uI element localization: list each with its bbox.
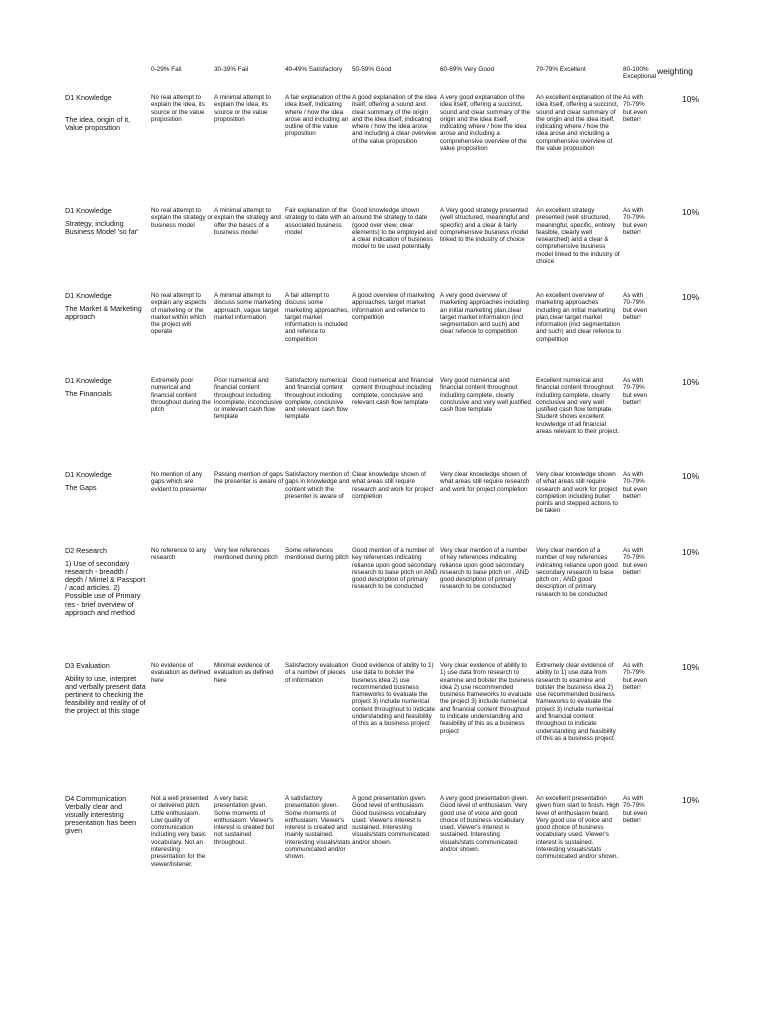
weighting-value: 10% bbox=[682, 377, 700, 387]
criterion-title: D2 Research bbox=[65, 546, 107, 555]
criterion-description: Strategy, including Business Model 'so far' bbox=[65, 219, 139, 237]
criterion-title: D3 Evaluation bbox=[65, 661, 110, 670]
descriptor-60-69: A very good overview of marketing approaches including an initial marketing plan,clear target market information (incl segmentation and such) and clear refence to competition bbox=[440, 292, 529, 336]
criterion-description: The Gaps bbox=[65, 483, 97, 493]
descriptor-50-59: Clear knowledge shown of what areas still require research and work for project completion bbox=[352, 471, 434, 500]
descriptor-60-69: A very good presentation given. Good level of enthusiasm. Very good use of voice and good choice of business vocabulary used. Viewer's interest is sustained. Interesting visuals/stats communicated and/or shown. bbox=[440, 795, 529, 854]
descriptor-30-39: Very few references mentioned during pitch bbox=[214, 547, 278, 562]
descriptor-60-69: Very clear evidence of ability to 1) use data from research to examine and bolster the business idea 2) use recommended business frameworks to evaluate the project 3) include numerical and financial content throughout to indicate understanding and feasibility of this as a business project bbox=[440, 662, 534, 735]
criterion-description: The Market & Marketing approach bbox=[65, 304, 142, 322]
descriptor-40-49: A satisfactory presentation given. Some moments of enthusiasm. Viewer's interest is created and mainly sustained. Interesting visuals/stats communicated and/or shown. bbox=[285, 795, 351, 861]
descriptor-50-59: A good explanation of the idea itself, offering a sound and clear summary of the origin and the idea itself, indicating where / how the idea arose and including a clear overview of the value proposition bbox=[352, 94, 437, 145]
descriptor-70-79: An excellent overview of marketing approaches including an initial marketing plan,clear target market information (incl segmentation and such) and clear refence to competition bbox=[536, 292, 622, 343]
header-70-79-excellent: 70-79% Excellent bbox=[536, 66, 586, 73]
criterion bbox=[65, 207, 147, 236]
descriptor-30-39: A minimal attempt to explain the strategy and offer the basics of a business model bbox=[214, 207, 281, 236]
criterion-description: The idea, origin of it, Value proposition bbox=[65, 115, 131, 133]
descriptor-50-59: Good knowledge shown around the strategy to date (good over view, clear elements) to be employed and a clear indication of business model to be used potentially bbox=[352, 207, 437, 251]
criterion bbox=[65, 292, 147, 321]
descriptor-80-100: As with 70-79% but even better! bbox=[623, 94, 648, 123]
descriptor-60-69: A very good explanation of the idea itself, offering a succinct, sound and clear summary of the origin and the idea itself, indicating where / how the idea arose and including a comprehensive overview of the value proposition bbox=[440, 94, 530, 153]
weighting-value: 10% bbox=[682, 207, 700, 217]
descriptor-0-29: Not a well presented or delivered pitch. Little enthusiasm. Low quality of communication including very basic vocabulary. Not an interesting presentation for the viewer/listener. bbox=[151, 795, 209, 868]
header-40-49-satisfactory: 40-49% Satisfactory bbox=[285, 66, 343, 73]
criterion bbox=[65, 94, 147, 132]
criterion-description: Ability to use, interpret and verbally present data pertinent to checking the feasibility and reality of of the project at this stage bbox=[65, 674, 146, 716]
descriptor-80-100: As with 70-79% but even better! bbox=[623, 547, 648, 576]
criterion-title: D1 Knowledge bbox=[65, 206, 112, 215]
weighting-value: 10% bbox=[682, 547, 700, 557]
descriptor-60-69: Very clear mention of a number of key references indicating reliance upon good secondary research to base pitch on , AND good description of primary research to be conducted bbox=[440, 547, 529, 591]
descriptor-80-100: As with 70-79% but even better! bbox=[623, 471, 648, 500]
weighting-value: 10% bbox=[682, 292, 700, 302]
descriptor-50-59: A good overview of marketing approaches, target market information and refence to competition bbox=[352, 292, 435, 321]
descriptor-40-49: Fair explanation of the strategy to date with an associated business model bbox=[285, 207, 351, 236]
descriptor-30-39: Poor numerical and financial content throughout including incomplete, inconclusive or irrelevant cash flow template bbox=[214, 377, 283, 421]
descriptor-80-100: As with 70-79% but even better! bbox=[623, 292, 648, 321]
criterion-description: Verbally clear and visually interesting presentation has been given bbox=[65, 802, 137, 836]
header-50-59-good: 50-59% Good bbox=[352, 66, 392, 73]
descriptor-40-49: Satisfactory mention of gaps in knowledge and content which the presenter is aware of bbox=[285, 471, 350, 500]
criterion-title: D1 Knowledge bbox=[65, 291, 112, 300]
header-60-69-very-good: 60-69% Very Good bbox=[440, 66, 494, 73]
weighting-value: 10% bbox=[682, 471, 700, 481]
descriptor-50-59: Good mention of a number of key references indicating reliance upon good secondary research to base pitch on AND good description of primary research to be conducted bbox=[352, 547, 438, 591]
criterion bbox=[65, 662, 147, 716]
weighting-value: 10% bbox=[682, 94, 700, 104]
descriptor-80-100: As with 70-79% but even better! bbox=[623, 795, 648, 824]
descriptor-0-29: No real attempt to explain any aspects of marketing or the market within which the project will operate bbox=[151, 292, 207, 336]
descriptor-70-79: An excellent presentation given from start to finish. High level of enthusiasm heard. Very good use of voice and good choice of business vocabulary used. Viewer's interest is sustained. Interesting visuals/stats communicated and/or shown. bbox=[536, 795, 620, 861]
descriptor-30-39: A minimal attempt to discuss some marketing approach, vague target market information bbox=[214, 292, 282, 321]
descriptor-40-49: Some references mentioned during pitch bbox=[285, 547, 349, 562]
descriptor-70-79: Very clear knowledge shown of what areas still require research and work for project completion including bullet points and stepped actions to be taken bbox=[536, 471, 618, 515]
descriptor-0-29: No reference to any research bbox=[151, 547, 207, 562]
criterion-title: D1 Knowledge bbox=[65, 93, 112, 102]
criterion-title: D1 Knowledge bbox=[65, 470, 112, 479]
criterion bbox=[65, 377, 147, 398]
criterion bbox=[65, 795, 147, 835]
criterion bbox=[65, 547, 147, 617]
descriptor-0-29: No real attempt to explain the idea, its source or the value proposition bbox=[151, 94, 205, 123]
descriptor-80-100: As with 70-79% but even better! bbox=[623, 662, 648, 691]
header-80-100-exceptional: 80-100% Exceptional bbox=[623, 66, 657, 81]
descriptor-70-79: Very clear mention of a number of key references indicating reliance upon good secondary research to base pitch on , AND good description of primary research to be conducted bbox=[536, 547, 618, 598]
header-0-29-fail: 0-29% Fail bbox=[151, 66, 182, 73]
criterion-description: 1) Use of secondary research - breadth / depth / Mintel & Passport / acad articles. 2) Possible use of Primary res - brief overview of approach and method bbox=[65, 559, 146, 617]
criterion-title: D1 Knowledge bbox=[65, 376, 112, 385]
descriptor-50-59: Good evidence of ability to 1) use data to bolster the business idea 2) use recommended business frameworks to evaluate the project 3) include numerical content throughout to indicate understanding and feasibility of this as a business project bbox=[352, 662, 435, 728]
descriptor-30-39: Passing mention of gaps the presenter is aware of bbox=[214, 471, 284, 486]
weighting-value: 10% bbox=[682, 662, 700, 672]
descriptor-70-79: An excellent explanation of the idea itself, offering a succinct, sound and clear summary of the origin and the idea itself, indicating where / how the idea arose and including a comprehensive overview of the value proposition bbox=[536, 94, 622, 153]
descriptor-0-29: No real attempt to explain the strategy or business model bbox=[151, 207, 213, 229]
descriptor-80-100: As with 70-79% but even better! bbox=[623, 377, 648, 406]
descriptor-60-69: Very good numerical and financial content throughout including complete, clearly conclusive and very well justified cash flow template bbox=[440, 377, 531, 414]
descriptor-40-49: Satisfactory numerical and financial content throughout including complete, conclusive and relevant cash flow template bbox=[285, 377, 348, 421]
descriptor-0-29: No mention of any gaps which are evident to presenter bbox=[151, 471, 207, 493]
descriptor-70-79: An excellent strategy presented (well structured, meaningful, specific, entirely feasible, clearly well researched) and a clear & comprehensive business model linked to the industry of choice bbox=[536, 207, 620, 266]
descriptor-50-59: A good presentation given. Good level of enthusiasm. Good business vocabulary used. Viewer's interest is sustained. Interesting visuals/stats communicated and/or shown. bbox=[352, 795, 429, 846]
descriptor-60-69: Very clear knowledge shown of what areas still require research and work for project completion bbox=[440, 471, 530, 493]
criterion bbox=[65, 471, 147, 492]
descriptor-40-49: Satisfactory evaluation of a number of pieces of information bbox=[285, 662, 349, 684]
descriptor-40-49: A fair attempt to discuss some marketing approaches, target market information is included and refence to competition bbox=[285, 292, 350, 343]
weighting-value: 10% bbox=[682, 795, 700, 805]
descriptor-60-69: A Very good strategy presented (well structured, meaningful and specific) and a clear & fairly comprehensive business model linked to the industry of choice bbox=[440, 207, 530, 244]
descriptor-0-29: Extremely poor numerical and financial content throughout during the pitch bbox=[151, 377, 211, 414]
descriptor-30-39: A minimal attempt to explain the idea, its source or the value proposition bbox=[214, 94, 272, 123]
descriptor-40-49: A fair explanation of the idea itself, indicating where / how the idea arose and including an outline of the value proposition bbox=[285, 94, 351, 138]
descriptor-0-29: No evidence of evaluation as defined here bbox=[151, 662, 211, 684]
descriptor-70-79: Excellent numerical and financial content throughout including complete, clearly conclusive and very well justified cash flow template. Student shows excellent knowledge of all financial areas relevant to their project. bbox=[536, 377, 620, 436]
descriptor-70-79: Extremely clear evidence of ability to 1) use data from research to examine and bolster the business idea 2) use recommended business frameworks to evaluate the project 3) include numerical and financial content throughout to indicate understanding and feasibility of this as a business project bbox=[536, 662, 616, 742]
descriptor-30-39: Minimal evidence of evaluation as defined here bbox=[214, 662, 274, 684]
criterion-description: The Financials bbox=[65, 389, 112, 399]
descriptor-30-39: A very basic presentation given. Some moments of enthusiasm. Viewer's interest is created but not sustained throughout. bbox=[214, 795, 275, 846]
criterion-title: D4 Communication bbox=[65, 794, 127, 803]
descriptor-50-59: Good numerical and financial content throughout including complete, conclusive and relevant cash flow template bbox=[352, 377, 434, 406]
header-30-39-fail: 30-39% Fail bbox=[214, 66, 249, 73]
descriptor-80-100: As with 70-79% but even better! bbox=[623, 207, 648, 236]
header-weighting: weighting bbox=[657, 66, 693, 76]
